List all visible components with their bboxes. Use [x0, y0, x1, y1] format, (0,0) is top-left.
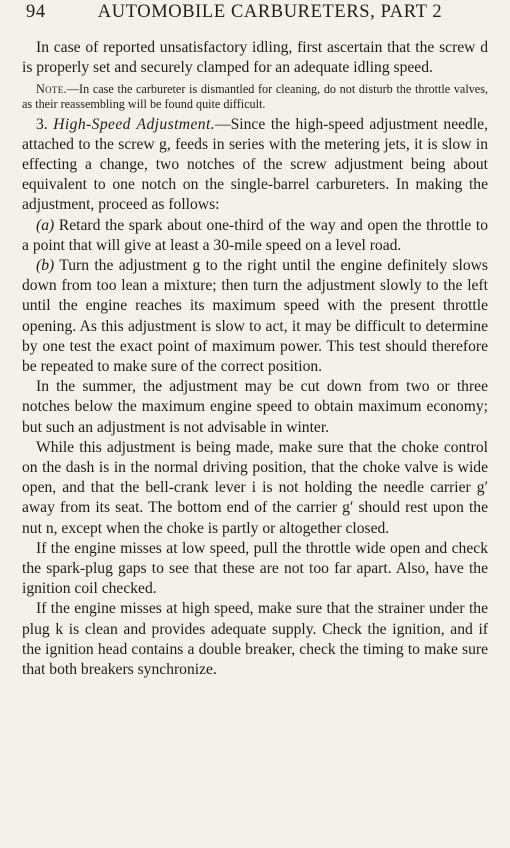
- note-lead: Note.: [36, 82, 67, 97]
- paragraph-idling: In case of reported unsatisfactory idling, first ascertain that the screw d is properly set and securely clamped for an adequate idling speed.: [22, 39, 488, 77]
- section-heading: High-Speed Adjustment.: [53, 115, 216, 133]
- section-number: 3.: [36, 115, 48, 133]
- section-3-paragraph: [22, 115, 488, 216]
- paragraph-choke: While this adjustment is being made, make sure that the choke control on the dash is in the normal driving position, that the choke valve is wide open, and that the bell-crank lever i is not holding the needle carrier g′ away from its seat. The bottom end of the carrier g′ should rest upon the nut n, except when the choke is partly or altogether closed.: [22, 438, 488, 537]
- running-title: AUTOMOBILE CARBURETERS, PART 2: [97, 2, 443, 22]
- note-text: —In case the carbureter is dismantled for cleaning, do not disturb the throttle valves, as their reassembling will be found quite difficult.: [22, 82, 488, 111]
- step-a-paragraph: [22, 216, 488, 256]
- paragraph-low-speed: If the engine misses at low speed, pull the throttle wide open and check the spark-plug gaps to see that these are not too far apart. Also, have the ignition coil checked.: [22, 539, 488, 598]
- page-number: 94: [26, 2, 46, 22]
- note-paragraph: [22, 82, 488, 111]
- paragraph-high-speed: If the engine misses at high speed, make sure that the strainer under the plug k is clean and provides adequate supply. Check the ignition, and if the ignition head contains a double breaker, check the timing to make sure that both breakers synchronize.: [22, 600, 488, 679]
- paragraph-summer: In the summer, the adjustment may be cut down from two or three notches below the maximum engine speed to obtain maximum economy; but such an adjustment is not advisable in winter.: [22, 378, 488, 436]
- step-b-text: Turn the adjustment g to the right until the engine definitely slows down from too lean a mixture; then turn the adjustment slowly to the left until the engine reaches its maximum speed with the present throttle opening. As this adjustment is slow to act, it may be difficult to determine by one test the exact point of maximum power. This test should therefore be repeated to make sure of the correct position.: [22, 257, 488, 376]
- section-text: —Since the high-speed adjustment needle, attached to the screw g, feeds in series with the metering jets, it is slow in effecting a change, two notches of the screw adjustment being about equivalent to one notch on the single-barrel carbureters. In making the adjustment, proceed as follows:: [22, 115, 488, 214]
- step-b-label: (b): [36, 257, 55, 275]
- step-a-text: Retard the spark about one-third of the way and open the throttle to a point that will give at least a 30-mile speed on a level road.: [22, 216, 489, 254]
- step-a-label: (a): [36, 216, 55, 234]
- running-head: [22, 0, 488, 38]
- step-b-paragraph: [22, 256, 488, 377]
